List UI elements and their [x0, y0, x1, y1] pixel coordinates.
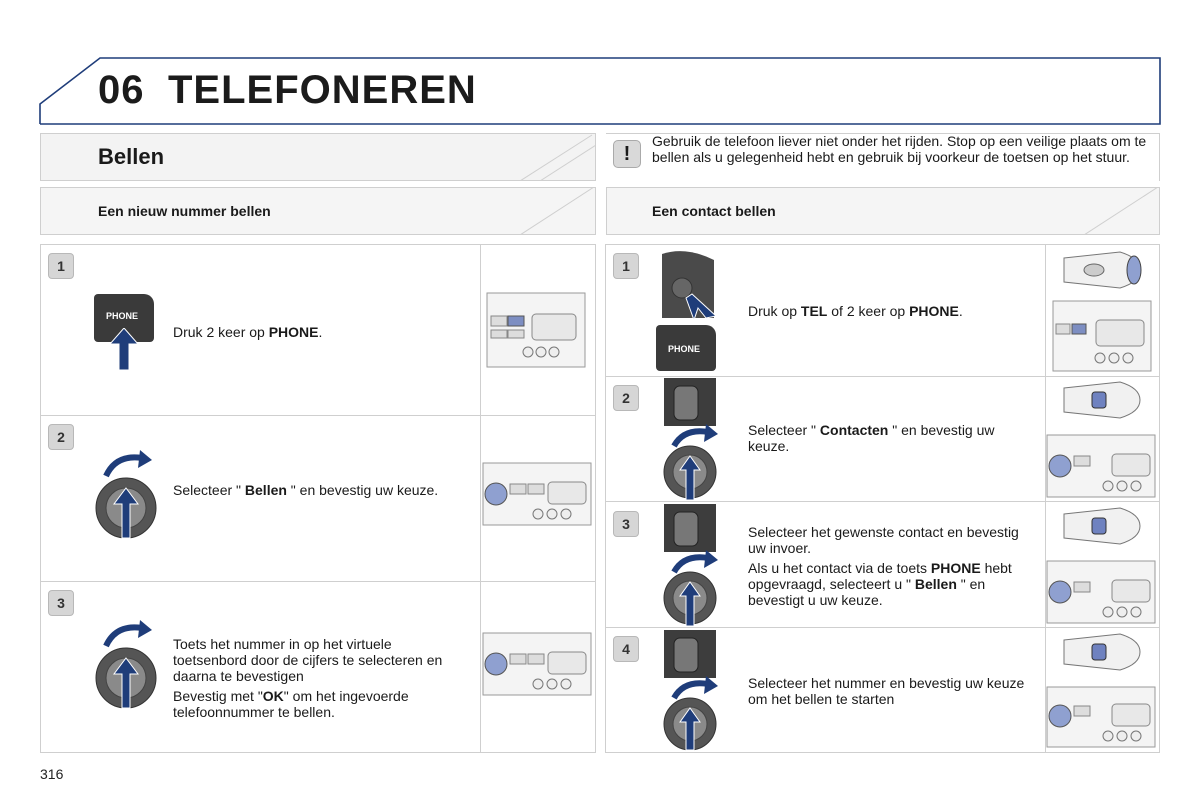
step-badge: 1 — [613, 253, 639, 279]
step-badge: 3 — [48, 590, 74, 616]
right-divider-1 — [605, 376, 1160, 377]
steering-wheel-illustration — [1060, 632, 1146, 672]
chapter-title: TELEFONEREN — [168, 68, 477, 112]
steering-wheel-illustration — [1060, 248, 1146, 292]
phone-button-label: PHONE — [668, 344, 701, 354]
right-subtitle-hatch — [1084, 187, 1160, 235]
rotary-knob-icon — [660, 550, 730, 628]
thumbwheel-icon — [664, 630, 716, 678]
radio-panel-illustration — [482, 462, 592, 526]
step-badge: 3 — [613, 511, 639, 537]
rotary-knob-icon — [92, 448, 162, 544]
page-number: 316 — [40, 766, 64, 782]
steering-control-icon — [656, 248, 720, 322]
left-subtitle-hatch — [520, 187, 596, 235]
step-badge: 4 — [613, 636, 639, 662]
radio-panel-illustration — [1052, 300, 1152, 372]
right-step-4-text: Selecteer het nummer en bevestig uw keuze om het bellen te starten — [748, 675, 1025, 707]
right-illustration-column — [1045, 244, 1046, 753]
thumbwheel-icon — [664, 378, 716, 426]
chapter-number: 06 — [98, 68, 145, 112]
left-divider-2 — [40, 581, 596, 582]
step-badge: 2 — [613, 385, 639, 411]
section-bar-hatch — [520, 133, 596, 181]
right-step-3-text: Selecteer het gewenste contact en bevestig uw invoer. Als u het contact via de toets PHONE hebt opgevraagd, selecteert u " Bellen " en bevestigt u uw keuze. — [748, 524, 1019, 608]
phone-button-icon — [656, 325, 716, 371]
left-illustration-column — [480, 244, 481, 753]
left-step-1-text: Druk 2 keer op PHONE. — [173, 324, 323, 340]
left-step-3-text: Toets het nummer in op het virtuele toetsenbord door de cijfers te selecteren en daarna te bevestigen Bevestig met "OK" om het ingevoerde telefoonnummer te bellen. — [173, 636, 443, 720]
rotary-knob-icon — [660, 424, 730, 502]
phone-button-label: PHONE — [106, 311, 139, 321]
radio-panel-illustration — [486, 292, 586, 368]
rotary-knob-icon — [92, 618, 162, 714]
step-badge: 1 — [48, 253, 74, 279]
warning-icon: ! — [613, 140, 641, 168]
step-badge: 2 — [48, 424, 74, 450]
press-arrow-icon — [108, 328, 140, 372]
thumbwheel-icon — [664, 504, 716, 552]
right-subtitle: Een contact bellen — [652, 203, 776, 219]
left-divider-1 — [40, 415, 596, 416]
rotary-knob-icon — [660, 676, 730, 752]
radio-panel-illustration — [482, 632, 592, 696]
left-step-2-text: Selecteer " Bellen " en bevestig uw keuze. — [173, 482, 439, 498]
steering-wheel-illustration — [1060, 380, 1146, 420]
radio-panel-illustration — [1046, 560, 1156, 624]
radio-panel-illustration — [1046, 686, 1156, 748]
right-step-1-text: Druk op TEL of 2 keer op PHONE. — [748, 303, 963, 319]
warning-text: Gebruik de telefoon liever niet onder het rijden. Stop op een veilige plaats om te bellen als u gelegenheid hebt en gebruik bij voorkeur de toetsen op het stuur. — [652, 133, 1147, 165]
right-step-2-text: Selecteer " Contacten " en bevestig uw keuze. — [748, 422, 995, 454]
steering-wheel-illustration — [1060, 506, 1146, 546]
radio-panel-illustration — [1046, 434, 1156, 498]
section-title: Bellen — [98, 144, 165, 169]
left-subtitle: Een nieuw nummer bellen — [98, 203, 271, 219]
